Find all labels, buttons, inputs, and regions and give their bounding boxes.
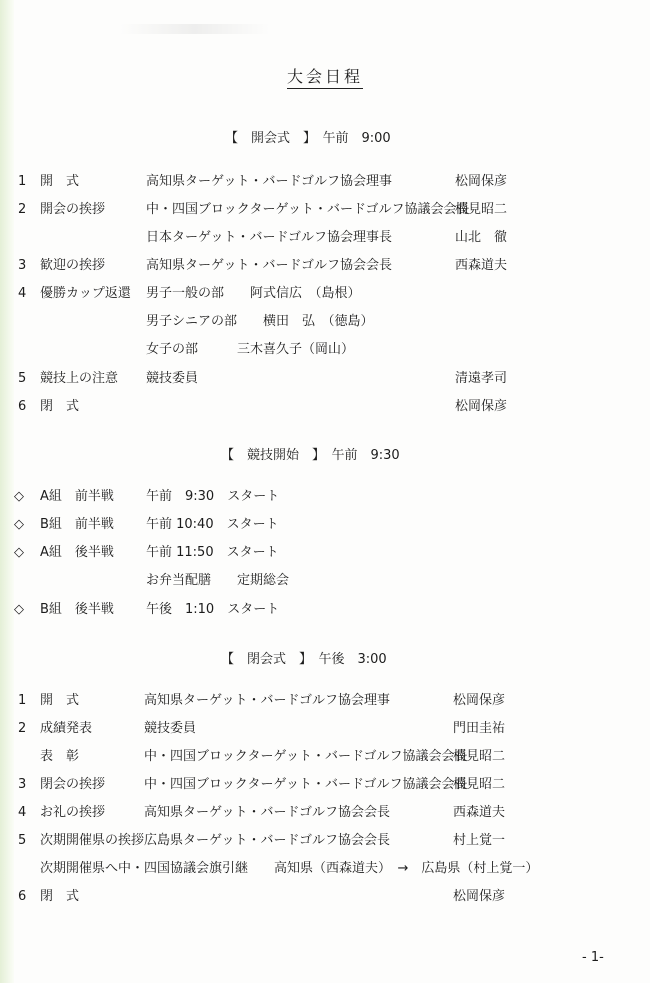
opening-row-desc: 男子一般の部 阿式信広 （島根） bbox=[146, 286, 361, 301]
opening-row-name: 山北 徹 bbox=[455, 230, 508, 245]
competition-row-group: A組 後半戦 bbox=[40, 545, 114, 560]
opening-row-name: 西森道夫 bbox=[455, 258, 508, 273]
opening-row-desc: 女子の部 三木喜久子（岡山） bbox=[146, 342, 355, 357]
opening-row-item: 優勝カップ返還 bbox=[40, 286, 131, 301]
opening-row-num: 5 bbox=[18, 371, 27, 386]
opening-row-num: 4 bbox=[18, 286, 27, 301]
page-title bbox=[0, 64, 650, 87]
opening-section-header: 【 開会式 】 午前 9:00 bbox=[225, 131, 391, 146]
opening-row-desc: 中・四国ブロックターゲット・バードゴルフ協議会会長 bbox=[146, 202, 470, 217]
opening-row-name: 清遠孝司 bbox=[455, 371, 508, 386]
diamond-bullet-icon: ◇ bbox=[14, 489, 24, 504]
opening-row-desc: 男子シニアの部 横田 弘 （徳島） bbox=[146, 314, 374, 329]
closing-row-num: 4 bbox=[18, 805, 27, 820]
competition-row-time: 午前 10:40 スタート bbox=[146, 517, 279, 532]
competition-section-header: 【 競技開始 】 午前 9:30 bbox=[221, 448, 400, 463]
opening-row-desc: 日本ターゲット・バードゴルフ協会理事長 bbox=[146, 230, 392, 245]
opening-row-name: 松岡保彦 bbox=[455, 399, 508, 414]
competition-row-group: B組 後半戦 bbox=[40, 602, 114, 617]
competition-row-group: B組 前半戦 bbox=[40, 517, 114, 532]
closing-row-item: 閉会の挨拶 bbox=[40, 777, 106, 792]
closing-row-item: 表 彰 bbox=[40, 749, 80, 764]
opening-row-item: 開会の挨拶 bbox=[40, 202, 106, 217]
closing-row-name: 楠見昭二 bbox=[453, 777, 506, 792]
opening-row-num: 3 bbox=[18, 258, 27, 273]
opening-row-name: 楠見昭二 bbox=[455, 202, 508, 217]
closing-row-desc: 高知県ターゲット・バードゴルフ協会理事 bbox=[144, 693, 390, 708]
competition-row-time: 午後 1:10 スタート bbox=[146, 602, 280, 617]
closing-row-name: 村上覚一 bbox=[453, 833, 506, 848]
closing-row-item: 次期開催県の挨拶 bbox=[40, 833, 145, 848]
closing-row-name: 松岡保彦 bbox=[453, 889, 506, 904]
diamond-bullet-icon: ◇ bbox=[14, 545, 24, 560]
page-title-text: 大会日程 bbox=[287, 67, 363, 89]
opening-row-desc: 高知県ターゲット・バードゴルフ協会理事 bbox=[146, 174, 392, 189]
closing-row-desc: 中・四国ブロックターゲット・バードゴルフ協議会会長 bbox=[144, 777, 468, 792]
competition-row-time: お弁当配膳 定期総会 bbox=[146, 573, 290, 588]
opening-row-desc: 競技委員 bbox=[146, 371, 199, 386]
opening-row-item: 歓迎の挨拶 bbox=[40, 258, 106, 273]
closing-row-item: 成績発表 bbox=[40, 721, 93, 736]
closing-row-num: 1 bbox=[18, 693, 27, 708]
flag-transfer-line: 次期開催県へ中・四国協議会旗引継 高知県（西森道夫） → 広島県（村上覚一） bbox=[40, 861, 539, 876]
closing-row-desc: 競技委員 bbox=[144, 721, 197, 736]
closing-row-item: 閉 式 bbox=[40, 889, 80, 904]
opening-row-num: 2 bbox=[18, 202, 27, 217]
competition-row-time: 午前 9:30 スタート bbox=[146, 489, 280, 504]
closing-row-num: 3 bbox=[18, 777, 27, 792]
opening-row-item: 閉 式 bbox=[40, 399, 80, 414]
opening-row-name: 松岡保彦 bbox=[455, 174, 508, 189]
page-number: - 1- bbox=[582, 950, 604, 965]
closing-row-desc: 中・四国ブロックターゲット・バードゴルフ協議会会長 bbox=[144, 749, 468, 764]
opening-row-num: 1 bbox=[18, 174, 27, 189]
opening-row-desc: 高知県ターゲット・バードゴルフ協会会長 bbox=[146, 258, 392, 273]
closing-row-name: 松岡保彦 bbox=[453, 693, 506, 708]
closing-row-name: 楠見昭二 bbox=[453, 749, 506, 764]
opening-row-item: 競技上の注意 bbox=[40, 371, 119, 386]
closing-row-item: お礼の挨拶 bbox=[40, 805, 106, 820]
closing-row-num: 5 bbox=[18, 833, 27, 848]
closing-row-num: 2 bbox=[18, 721, 27, 736]
closing-row-name: 西森道夫 bbox=[453, 805, 506, 820]
closing-row-item: 開 式 bbox=[40, 693, 80, 708]
closing-section-header: 【 閉会式 】 午後 3:00 bbox=[221, 652, 387, 667]
opening-row-num: 6 bbox=[18, 399, 27, 414]
closing-row-name: 門田圭祐 bbox=[453, 721, 506, 736]
closing-row-desc: 高知県ターゲット・バードゴルフ協会会長 bbox=[144, 805, 390, 820]
diamond-bullet-icon: ◇ bbox=[14, 602, 24, 617]
closing-row-num: 6 bbox=[18, 889, 27, 904]
opening-row-item: 開 式 bbox=[40, 174, 80, 189]
competition-row-group: A組 前半戦 bbox=[40, 489, 114, 504]
diamond-bullet-icon: ◇ bbox=[14, 517, 24, 532]
page-edge-shading bbox=[0, 0, 14, 983]
faint-scan-mark bbox=[120, 24, 270, 34]
competition-row-time: 午前 11:50 スタート bbox=[146, 545, 279, 560]
closing-row-desc: 広島県ターゲット・バードゴルフ協会会長 bbox=[144, 833, 390, 848]
